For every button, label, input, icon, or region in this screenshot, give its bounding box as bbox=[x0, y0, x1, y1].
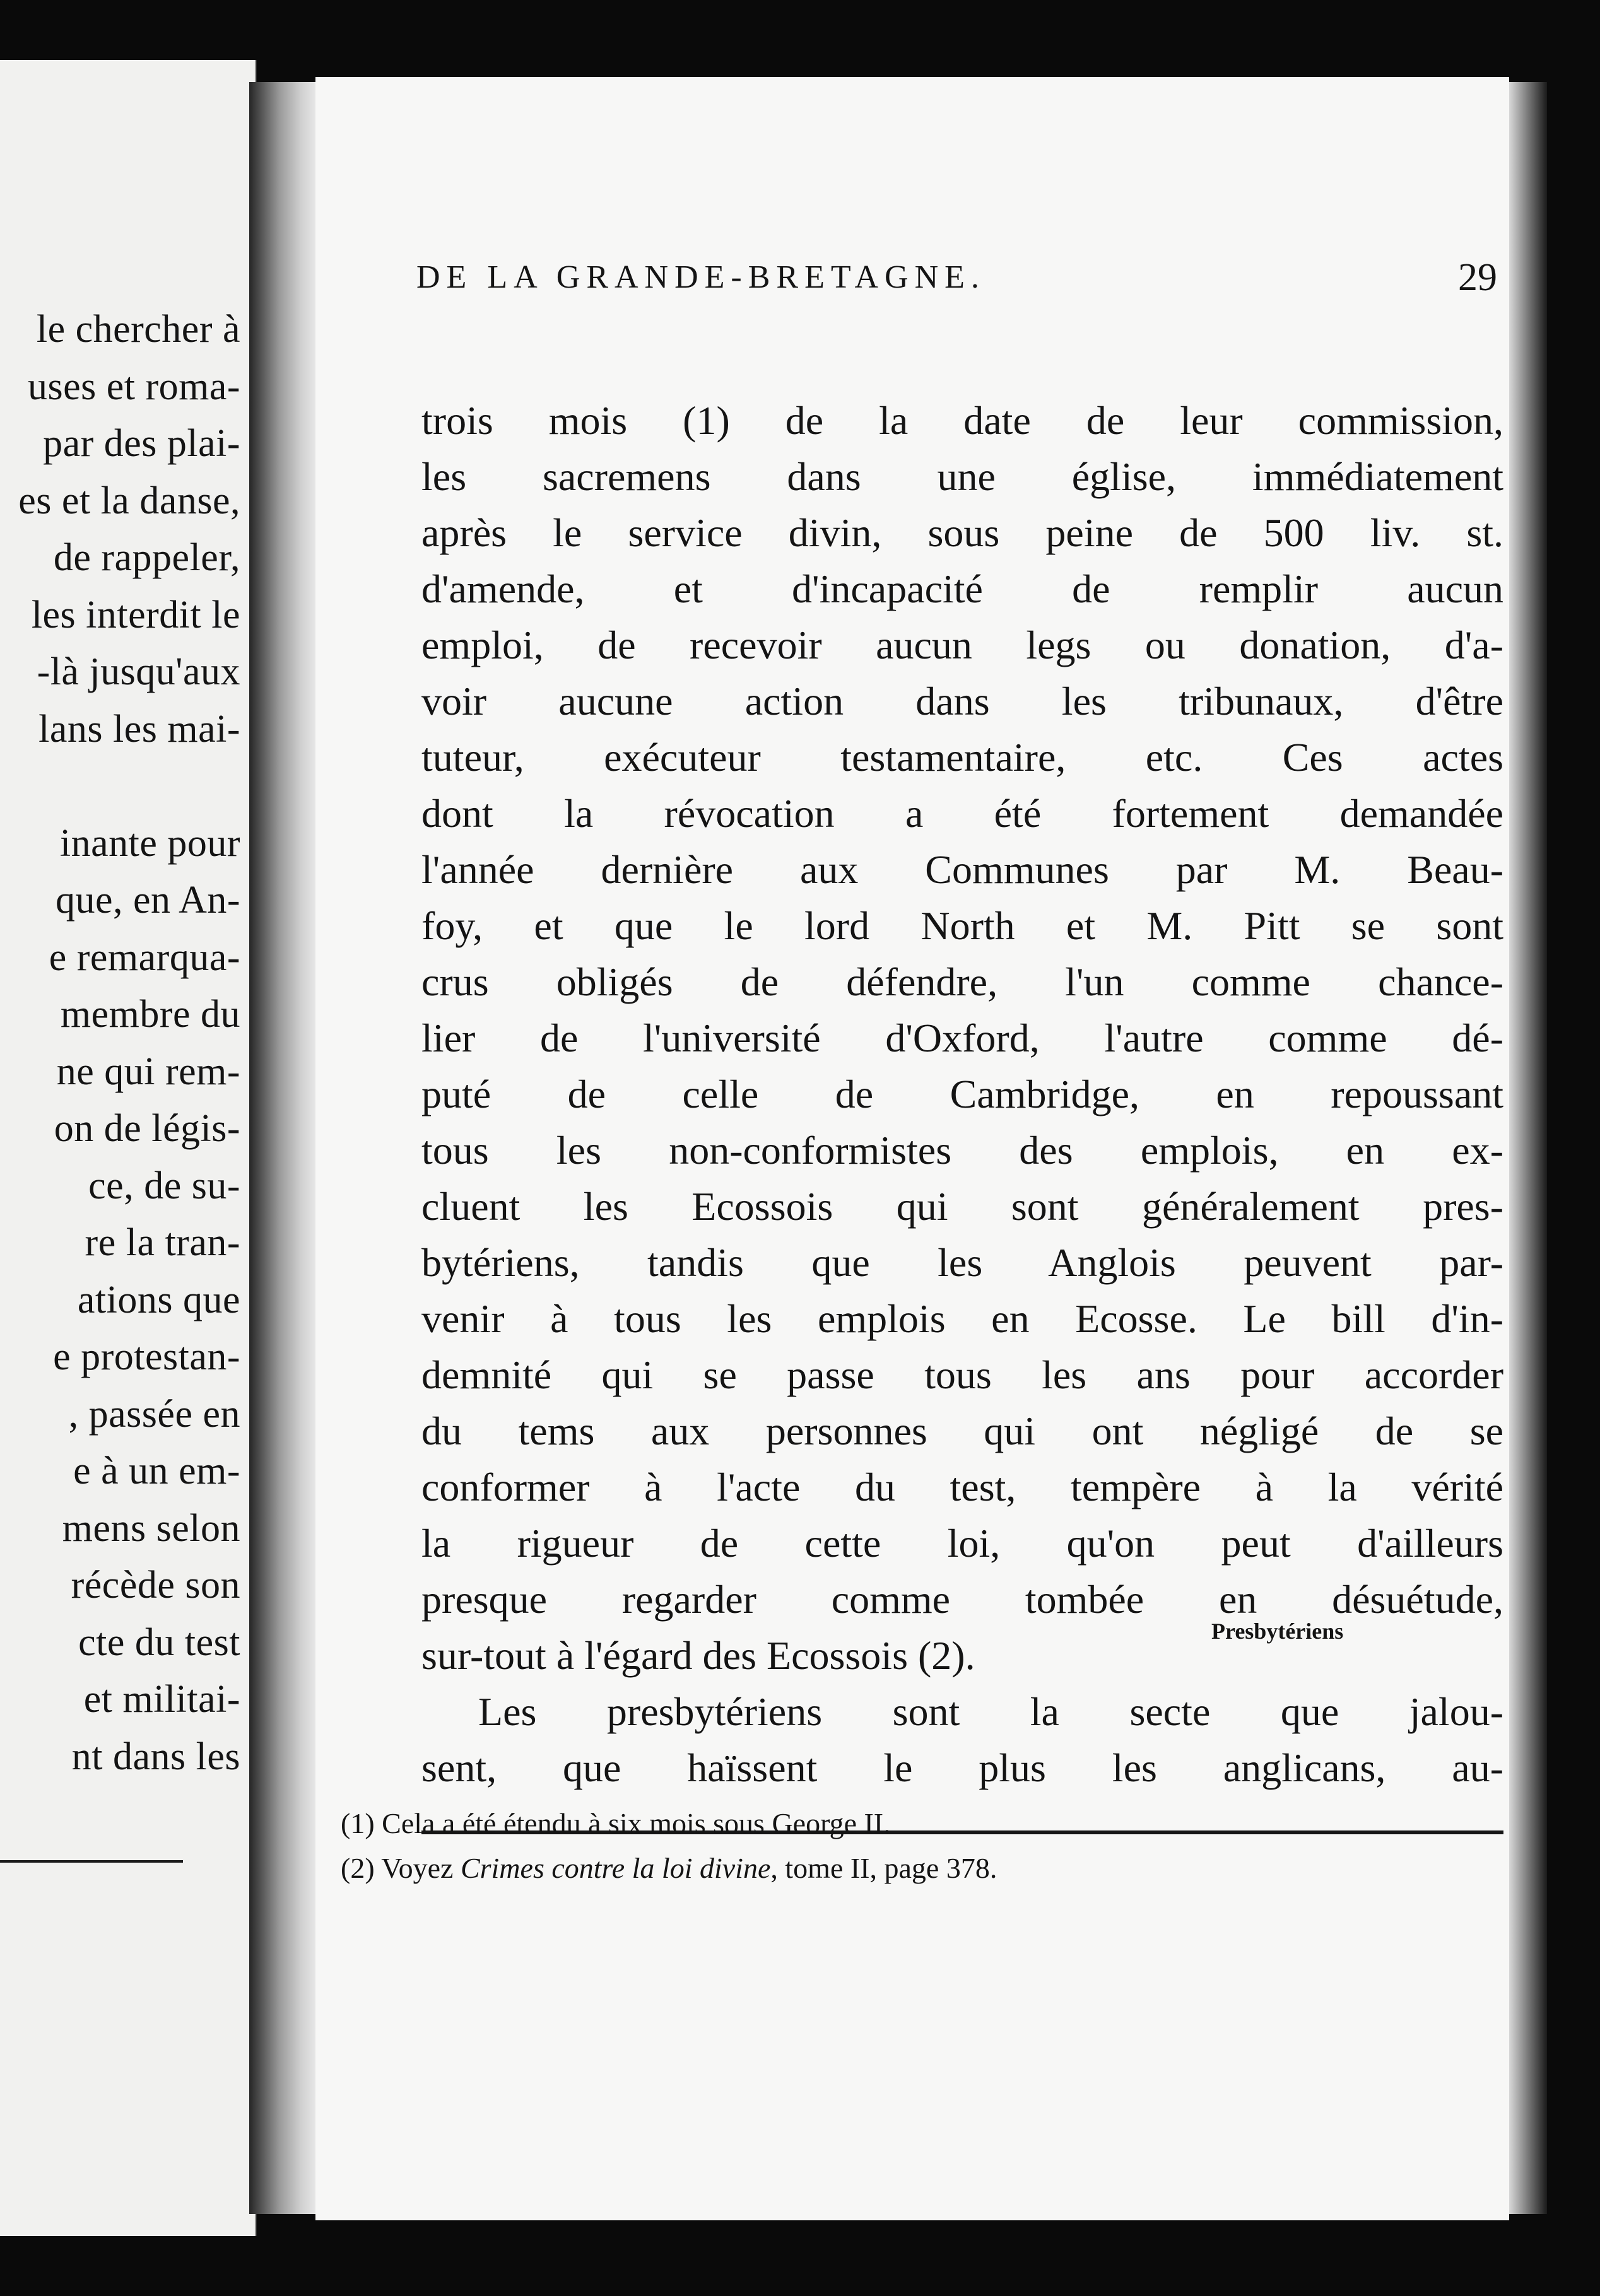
left-line: ce, de su- bbox=[88, 1164, 240, 1207]
footnote-1 bbox=[341, 1801, 997, 1846]
left-line: on de légis- bbox=[54, 1107, 240, 1150]
left-line: re la tran- bbox=[85, 1221, 240, 1264]
left-line: et militai- bbox=[83, 1678, 240, 1721]
left-page bbox=[0, 60, 257, 2236]
footnote-2-prefix: (2) Voyez bbox=[341, 1852, 461, 1884]
left-footnote-rule bbox=[0, 1860, 183, 1863]
page-number: 29 bbox=[1458, 256, 1497, 299]
left-line: les interdit le bbox=[31, 593, 240, 636]
body-line: cluent les Ecossois qui sont généralement pres- bbox=[421, 1184, 1503, 1229]
left-line: de rappeler, bbox=[53, 536, 240, 579]
body-line: dont la révocation a été fortement demandée bbox=[421, 791, 1503, 836]
body-line: tuteur, exécuteur testamentaire, etc. Ces actes bbox=[421, 735, 1503, 780]
body-line: bytériens, tandis que les Anglois peuvent par- bbox=[421, 1240, 1503, 1285]
body-line: trois mois (1) de la date de leur commission, bbox=[421, 398, 1503, 443]
running-title: DE LA GRANDE-BRETAGNE. bbox=[416, 259, 985, 295]
body-line: tous les non-conformistes des emplois, en ex- bbox=[421, 1128, 1503, 1173]
body-line: Les presbytériens sont la secte que jalou- bbox=[478, 1689, 1503, 1734]
body-line: puté de celle de Cambridge, en repoussant bbox=[421, 1072, 1503, 1116]
body-line: venir à tous les emplois en Ecosse. Le bill d'in- bbox=[421, 1296, 1503, 1341]
body-line: d'amende, et d'incapacité de remplir aucun bbox=[421, 566, 1503, 611]
left-line: uses et roma- bbox=[27, 365, 240, 408]
footnotes bbox=[341, 1801, 997, 1890]
margin-note: Presbytériens bbox=[1211, 1619, 1344, 1644]
body-line: conformer à l'acte du test, tempère à la vérité bbox=[421, 1465, 1503, 1509]
book-gutter-shadow bbox=[249, 82, 325, 2214]
left-line: e à un em- bbox=[73, 1450, 240, 1492]
body-line: après le service divin, sous peine de 500 liv. st. bbox=[421, 510, 1503, 555]
body-line: sur-tout à l'égard des Ecossois (2). bbox=[421, 1633, 975, 1678]
left-line: e remarqua- bbox=[49, 935, 240, 979]
left-line: membre du bbox=[60, 993, 240, 1036]
footnote-2 bbox=[341, 1846, 997, 1890]
body-line: sent, que haïssent le plus les anglicans, au- bbox=[421, 1745, 1503, 1790]
right-page bbox=[315, 77, 1509, 2220]
left-line bbox=[18, 758, 240, 815]
left-line: cte du test bbox=[78, 1620, 240, 1664]
body-line: voir aucune action dans les tribunaux, d'être bbox=[421, 679, 1503, 723]
left-line: nt dans les bbox=[71, 1735, 240, 1778]
body-line: les sacremens dans une église, immédiatement bbox=[421, 454, 1503, 499]
footnote-2-suffix: , tome II, page 378. bbox=[770, 1852, 997, 1884]
left-line: ations que bbox=[77, 1278, 240, 1321]
page-edge-shadow bbox=[1509, 82, 1547, 2214]
body-line: demnité qui se passe tous les ans pour accorder bbox=[421, 1352, 1503, 1397]
body-text bbox=[421, 392, 1503, 1796]
left-line: récède son bbox=[71, 1564, 240, 1607]
left-line: le chercher à bbox=[36, 308, 240, 351]
body-line: emploi, de recevoir aucun legs ou donation, d'a- bbox=[421, 623, 1503, 667]
body-line: foy, et que le lord North et M. Pitt se sont bbox=[421, 903, 1503, 948]
body-line: du tems aux personnes qui ont négligé de se bbox=[421, 1409, 1503, 1453]
left-line: -là jusqu'aux bbox=[37, 650, 240, 693]
footnote-2-title: Crimes contre la loi divine bbox=[460, 1852, 771, 1884]
left-line: e protestan- bbox=[53, 1335, 240, 1378]
body-line: l'année dernière aux Communes par M. Beau- bbox=[421, 847, 1503, 892]
left-page-text bbox=[18, 301, 240, 1785]
body-line: la rigueur de cette loi, qu'on peut d'ailleurs bbox=[421, 1521, 1503, 1566]
left-line: es et la danse, bbox=[18, 479, 240, 522]
left-line: , passée en bbox=[68, 1392, 240, 1436]
body-line: crus obligés de défendre, l'un comme chance- bbox=[421, 959, 1503, 1004]
body-line: lier de l'université d'Oxford, l'autre comme dé- bbox=[421, 1016, 1503, 1060]
left-line: ne qui rem- bbox=[56, 1050, 240, 1093]
left-line: par des plai- bbox=[43, 422, 240, 465]
left-line: inante pour bbox=[59, 821, 240, 865]
left-line: mens selon bbox=[62, 1506, 240, 1550]
left-line: lans les mai- bbox=[38, 707, 240, 751]
running-head bbox=[416, 252, 1503, 303]
left-line: que, en An- bbox=[55, 879, 240, 922]
body-line: presque regarder comme tombée en désuétude, bbox=[421, 1577, 1503, 1622]
footnote-1-text: (1) Cela a été étendu à six mois sous George II. bbox=[341, 1807, 891, 1839]
